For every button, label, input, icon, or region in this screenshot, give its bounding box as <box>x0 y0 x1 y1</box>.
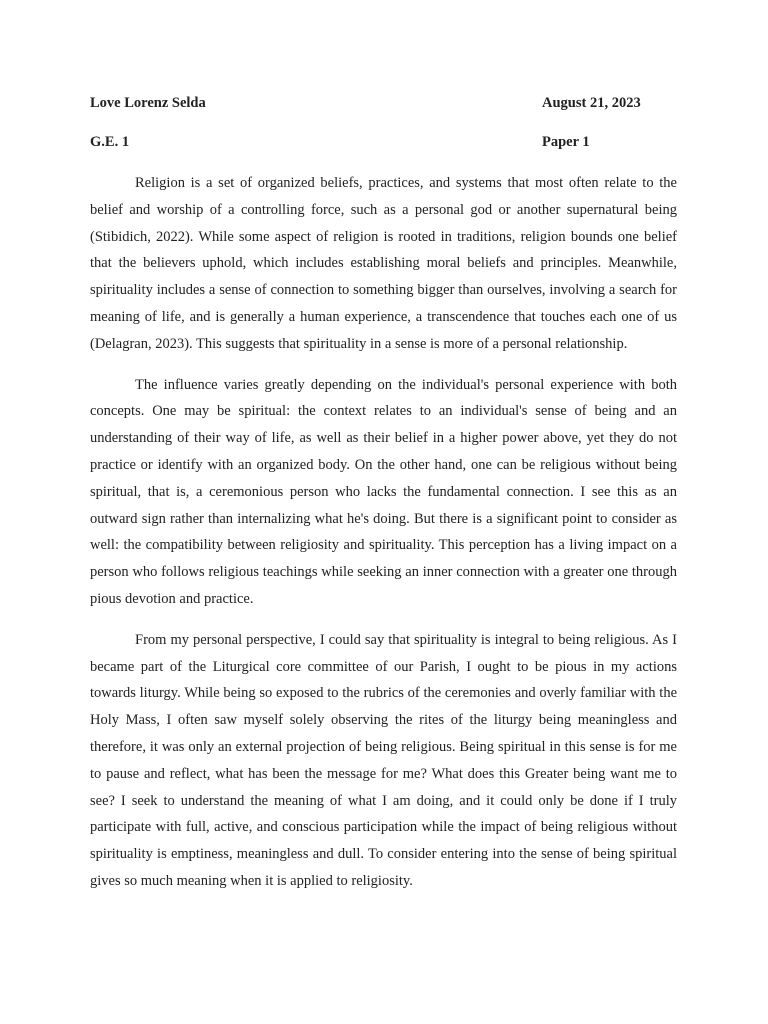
paragraph-1: Religion is a set of organized beliefs, practices, and systems that most often relate to the belief and worship of a controlling force, such as a personal god or another supernatural being (Stibidich, 2022). While some aspect of religion is rooted in traditions, religion bounds one belief that the believers uphold, which includes establishing moral beliefs and principles. Meanwhile, spirituality includes a sense of connection to something bigger than ourselves, involving a search for meaning of life, and is generally a human experience, a transcendence that touches each one of us (Delagran, 2023). This suggests that spirituality in a sense is more of a personal relationship. <box>90 175 677 352</box>
header-row-course-paper <box>90 132 680 152</box>
author-name: Love Lorenz Selda <box>90 95 206 111</box>
paragraph-3: From my personal perspective, I could say that spirituality is integral to being religious. As I became part of the Liturgical core committee of our Parish, I ought to be pious in my actions towards liturgy. While being so exposed to the rubrics of the ceremonies and overly familiar with the Holy Mass, I often saw myself solely observing the rites of the liturgy being meaningless and therefore, it was only an external projection of being religious. Being spiritual in this sense is for me to pause and reflect, what has been the message for me? What does this Greater being want me to see? I seek to understand the meaning of what I am doing, and it could only be done if I truly participate with full, active, and conscious participation while the impact of being religious without spirituality is emptiness, meaningless and dull. To consider entering into the sense of being spiritual gives so much meaning when it is applied to religiosity. <box>90 631 677 889</box>
paper-date: August 21, 2023 <box>542 95 641 111</box>
course-code: G.E. 1 <box>90 134 130 150</box>
paper-number: Paper 1 <box>542 134 590 150</box>
paragraph-2: The influence varies greatly depending on the individual's personal experience with both concepts. One may be spiritual: the context relates to an individual's sense of being and an understanding of their way of life, as well as their belief in a higher power above, yet they do not practice or identify with an organized body. On the other hand, one can be religious without being spiritual, that is, a ceremonious person who lacks the fundamental connection. I see this as an outward sign rather than internalizing what he's doing. But there is a significant point to consider as well: the compatibility between religiosity and spirituality. This perception has a living impact on a person who follows religious teachings while seeking an inner connection with a greater one through pious devotion and practice. <box>90 376 677 607</box>
header-row-author-date <box>90 93 680 113</box>
document-body <box>90 170 677 909</box>
